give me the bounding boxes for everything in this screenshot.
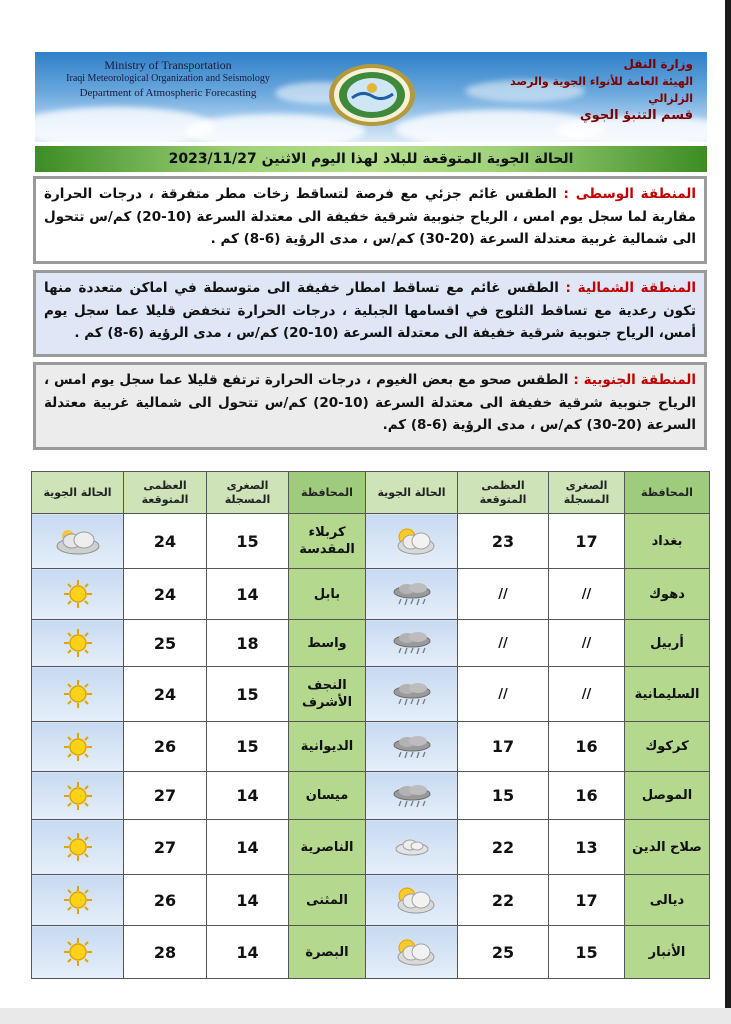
rain-cloud-icon bbox=[386, 633, 438, 652]
header-governorate-right: المحافظة bbox=[625, 472, 710, 514]
header-max-left: العظمى المتوقعة bbox=[124, 472, 207, 514]
max-temp-cell: 26 bbox=[124, 722, 207, 772]
partly-cloudy-icon bbox=[386, 942, 438, 961]
governorate-name: كربلاء المقدسة bbox=[289, 514, 366, 569]
header-weather-left: الحالة الجوية bbox=[32, 472, 124, 514]
sun-icon bbox=[52, 837, 104, 856]
header-max-right: العظمى المتوقعة bbox=[458, 472, 549, 514]
weather-cell bbox=[366, 620, 458, 667]
min-temp-cell: 16 bbox=[549, 772, 625, 820]
max-temp-cell: 22 bbox=[458, 875, 549, 926]
governorate-name: بابل bbox=[289, 569, 366, 620]
min-temp-cell: 15 bbox=[207, 722, 289, 772]
min-temp-cell: 17 bbox=[549, 514, 625, 569]
department-name-ar: قسم التنبؤ الجوي bbox=[579, 108, 693, 123]
governorate-name: السليمانية bbox=[625, 667, 710, 722]
governorate-name: البصرة bbox=[289, 926, 366, 979]
max-temp-cell: 15 bbox=[458, 772, 549, 820]
governorate-name: الناصرية bbox=[289, 820, 366, 875]
sun-icon bbox=[52, 942, 104, 961]
ministry-name-en: Ministry of Transportation bbox=[104, 58, 232, 72]
max-temp-cell: 26 bbox=[124, 875, 207, 926]
table-row bbox=[32, 820, 710, 875]
header-arabic bbox=[463, 56, 693, 124]
organization-name-en: Iraqi Meteorological Organization and Seismology bbox=[66, 73, 270, 84]
cloud-icon bbox=[386, 837, 438, 856]
governorate-name: أربيل bbox=[625, 620, 710, 667]
max-temp-cell: 27 bbox=[124, 820, 207, 875]
min-temp-cell: // bbox=[549, 667, 625, 722]
sun-icon bbox=[52, 684, 104, 703]
max-temp-cell: 24 bbox=[124, 569, 207, 620]
min-temp-cell: 18 bbox=[207, 620, 289, 667]
min-temp-cell: 14 bbox=[207, 875, 289, 926]
max-temp-cell: 24 bbox=[124, 514, 207, 569]
weather-cell bbox=[32, 667, 124, 722]
weather-cell bbox=[366, 820, 458, 875]
organization-name-ar: الهيئة العامة للأنواء الجوية والرصد الزلزالي bbox=[510, 75, 693, 105]
weather-cell bbox=[32, 620, 124, 667]
max-temp-cell: 27 bbox=[124, 772, 207, 820]
partly-cloudy-icon bbox=[386, 531, 438, 550]
governorate-name: النجف الأشرف bbox=[289, 667, 366, 722]
header-min-right: الصغرى المسجلة bbox=[549, 472, 625, 514]
min-temp-cell: 14 bbox=[207, 772, 289, 820]
max-temp-cell: 28 bbox=[124, 926, 207, 979]
max-temp-cell: 25 bbox=[458, 926, 549, 979]
table-row bbox=[32, 569, 710, 620]
table-row bbox=[32, 926, 710, 979]
weather-cell bbox=[366, 772, 458, 820]
min-temp-cell: // bbox=[549, 620, 625, 667]
sun-icon bbox=[52, 890, 104, 909]
governorate-name: المثنى bbox=[289, 875, 366, 926]
governorate-name: الأنبار bbox=[625, 926, 710, 979]
sun-icon bbox=[52, 785, 104, 804]
table-row bbox=[32, 667, 710, 722]
table-row bbox=[32, 772, 710, 820]
department-name-en: Department of Atmospheric Forecasting bbox=[79, 87, 257, 99]
weather-cell bbox=[366, 569, 458, 620]
header-min-left: الصغرى المسجلة bbox=[207, 472, 289, 514]
sun-icon bbox=[52, 633, 104, 652]
governorate-name: دهوك bbox=[625, 569, 710, 620]
sun-icon bbox=[52, 584, 104, 603]
header-weather-right: الحالة الجوية bbox=[366, 472, 458, 514]
region-central bbox=[33, 176, 707, 264]
rain-cloud-icon bbox=[386, 684, 438, 703]
table-row bbox=[32, 875, 710, 926]
max-temp-cell: 24 bbox=[124, 667, 207, 722]
header-banner bbox=[35, 52, 707, 142]
weather-cell bbox=[366, 722, 458, 772]
governorate-name: ديالى bbox=[625, 875, 710, 926]
governorate-name: الموصل bbox=[625, 772, 710, 820]
region-text: الطقس صحو مع بعض الغيوم ، درجات الحرارة ترتفع قليلا عما سجل يوم امس ، الرياح جنوبية شرقية خفيفة الى معتدلة السرعة (10-20) كم/س تتحول الى شمالية غربية معتدلة السرعة (20-30) كم/س ، مدى الرؤية (6-8) كم. bbox=[44, 372, 696, 433]
rain-cloud-icon bbox=[386, 736, 438, 755]
region-name: المنطقة الوسطى : bbox=[563, 186, 696, 202]
min-temp-cell: 15 bbox=[207, 667, 289, 722]
header-english bbox=[53, 58, 283, 100]
header-governorate-left: المحافظة bbox=[289, 472, 366, 514]
region-south bbox=[33, 362, 707, 450]
min-temp-cell: 16 bbox=[549, 722, 625, 772]
max-temp-cell: 22 bbox=[458, 820, 549, 875]
governorate-name: بغداد bbox=[625, 514, 710, 569]
page-title: الحالة الجوية المتوقعة للبلاد لهذا اليوم الاثنين 2023/11/27 bbox=[35, 146, 707, 172]
table-row bbox=[32, 722, 710, 772]
governorate-name: الديوانية bbox=[289, 722, 366, 772]
weather-cell bbox=[32, 514, 124, 569]
governorate-name: واسط bbox=[289, 620, 366, 667]
region-north bbox=[33, 270, 707, 357]
forecast-table bbox=[31, 471, 710, 979]
weather-cell bbox=[32, 820, 124, 875]
min-temp-cell: 15 bbox=[549, 926, 625, 979]
photo-edge-bottom bbox=[0, 1008, 731, 1024]
min-temp-cell: 13 bbox=[549, 820, 625, 875]
region-name: المنطقة الجنوبية : bbox=[573, 372, 696, 388]
partly-cloudy-icon bbox=[386, 890, 438, 909]
max-temp-cell: // bbox=[458, 667, 549, 722]
max-temp-cell: 25 bbox=[124, 620, 207, 667]
weather-cell bbox=[32, 926, 124, 979]
table-row bbox=[32, 514, 710, 569]
min-temp-cell: 14 bbox=[207, 569, 289, 620]
governorate-name: كركوك bbox=[625, 722, 710, 772]
weather-cell bbox=[366, 875, 458, 926]
min-temp-cell: // bbox=[549, 569, 625, 620]
weather-cell bbox=[32, 569, 124, 620]
table-header-row bbox=[32, 472, 710, 514]
photo-edge-right bbox=[725, 0, 731, 1024]
max-temp-cell: // bbox=[458, 569, 549, 620]
region-text: الطقس غائم مع تساقط امطار خفيفة الى متوسطة في اماكن متعددة منها تكون رعدية مع تساقط الثلوج في اقسامها الجبلية ، درجات الحرارة تنخفض قليلا عما سجل يوم أمس، الرياح جنوبية شرقية خفيفة الى معتدلة السرعة (10-20) كم/س ، مدى الرؤية (6-8) كم . bbox=[44, 280, 696, 341]
table-row bbox=[32, 620, 710, 667]
weather-cell bbox=[366, 667, 458, 722]
max-temp-cell: // bbox=[458, 620, 549, 667]
weather-cell bbox=[32, 875, 124, 926]
governorate-name: صلاح الدين bbox=[625, 820, 710, 875]
max-temp-cell: 17 bbox=[458, 722, 549, 772]
ministry-name-ar: وزارة النقل bbox=[623, 57, 693, 71]
rain-cloud-icon bbox=[386, 584, 438, 603]
min-temp-cell: 17 bbox=[549, 875, 625, 926]
region-name: المنطقة الشمالية : bbox=[565, 280, 696, 296]
weather-cell bbox=[32, 722, 124, 772]
min-temp-cell: 14 bbox=[207, 926, 289, 979]
region-text: الطقس غائم جزئي مع فرصة لتساقط زخات مطر متفرقة ، درجات الحرارة مقاربة لما سجل يوم امس ، الرياح جنوبية شرقية خفيفة الى معتدلة السرعة (10-20) كم/س تتحول الى شمالية غربية معتدلة السرعة (20-30) كم/س ، مدى الرؤية (6-8) كم . bbox=[44, 186, 696, 247]
weather-cell bbox=[366, 926, 458, 979]
governorate-name: ميسان bbox=[289, 772, 366, 820]
rain-cloud-icon bbox=[386, 785, 438, 804]
sun-icon bbox=[52, 736, 104, 755]
max-temp-cell: 23 bbox=[458, 514, 549, 569]
organization-emblem-icon bbox=[327, 62, 417, 128]
weather-cell bbox=[366, 514, 458, 569]
cloudy-icon bbox=[52, 531, 104, 550]
min-temp-cell: 14 bbox=[207, 820, 289, 875]
weather-cell bbox=[32, 772, 124, 820]
min-temp-cell: 15 bbox=[207, 514, 289, 569]
